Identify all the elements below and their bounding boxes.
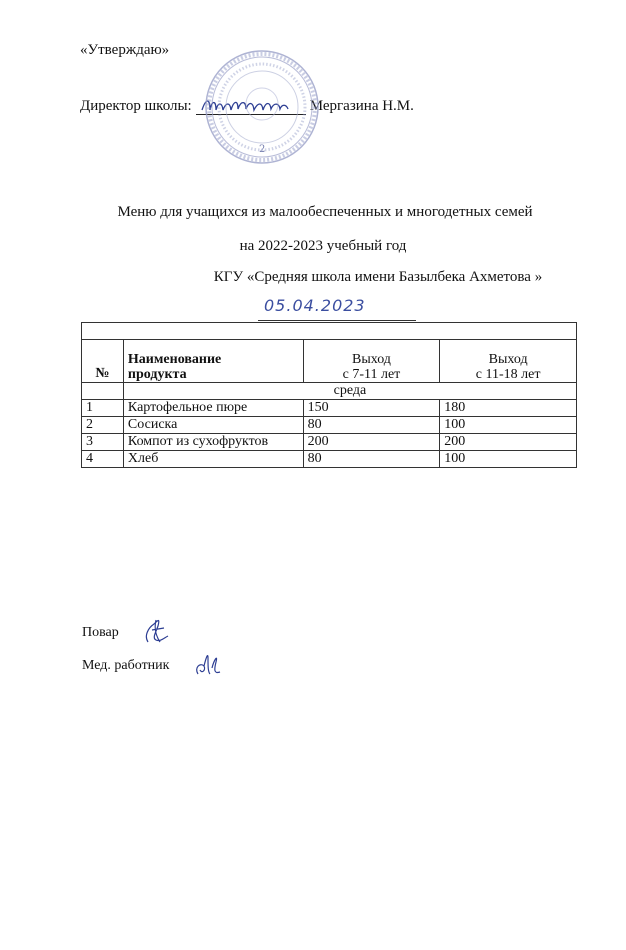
header-product-line2: продукта (127, 367, 187, 382)
approval-heading: «Утверждаю» (80, 42, 170, 58)
med-worker-label: Мед. работник (82, 658, 170, 673)
row-output-11-18: 180 (440, 400, 577, 417)
header-output-11-18-line2: с 11-18 лет (475, 367, 541, 382)
row-product: Хлеб (123, 451, 303, 468)
empty-cell (82, 323, 577, 340)
header-output-7-11 (303, 340, 440, 383)
header-output-7-11-line2: с 7-11 лет (342, 367, 401, 382)
menu-title: Меню для учащихся из малообеспеченных и многодетных семей (117, 204, 533, 220)
row-num: 1 (82, 400, 124, 417)
row-num: 3 (82, 434, 124, 451)
cook-label: Повар (82, 625, 119, 640)
row-output-7-11: 80 (303, 417, 440, 434)
row-output-11-18: 100 (440, 417, 577, 434)
row-product: Сосиска (123, 417, 303, 434)
school-year: на 2022-2023 учебный год (239, 238, 407, 254)
day-of-week: среда (123, 383, 576, 400)
table-row (82, 417, 577, 434)
header-num: № (82, 340, 124, 383)
stamp-number: 2 (259, 144, 266, 155)
row-output-11-18: 200 (440, 434, 577, 451)
row-num: 2 (82, 417, 124, 434)
date-line (258, 296, 416, 321)
director-label: Директор школы: (80, 98, 192, 114)
cook-signature-icon (138, 614, 172, 648)
med-worker-signature-icon (190, 648, 226, 680)
row-output-7-11: 200 (303, 434, 440, 451)
header-output-7-11-line1: Выход (351, 352, 391, 367)
header-product (123, 340, 303, 383)
menu-date: 05.04.2023 (264, 296, 366, 315)
table-row (82, 400, 577, 417)
row-product: Компот из сухофруктов (123, 434, 303, 451)
table-row (82, 451, 577, 468)
header-output-11-18-line1: Выход (488, 352, 528, 367)
row-num: 4 (82, 451, 124, 468)
header-product-line1: Наименование (127, 352, 222, 367)
school-name: КГУ «Средняя школа имени Базылбека Ахметова » (213, 269, 543, 285)
header-output-11-18 (440, 340, 577, 383)
menu-table (81, 322, 577, 468)
table-top-row (82, 323, 577, 340)
table-day-row (82, 383, 577, 400)
table-row (82, 434, 577, 451)
row-output-11-18: 100 (440, 451, 577, 468)
director-name: Мергазина Н.М. (309, 98, 414, 114)
row-product: Картофельное пюре (123, 400, 303, 417)
row-output-7-11: 80 (303, 451, 440, 468)
stamp-icon (203, 48, 321, 166)
row-output-7-11: 150 (303, 400, 440, 417)
table-header-row (82, 340, 577, 383)
empty-cell (82, 383, 124, 400)
